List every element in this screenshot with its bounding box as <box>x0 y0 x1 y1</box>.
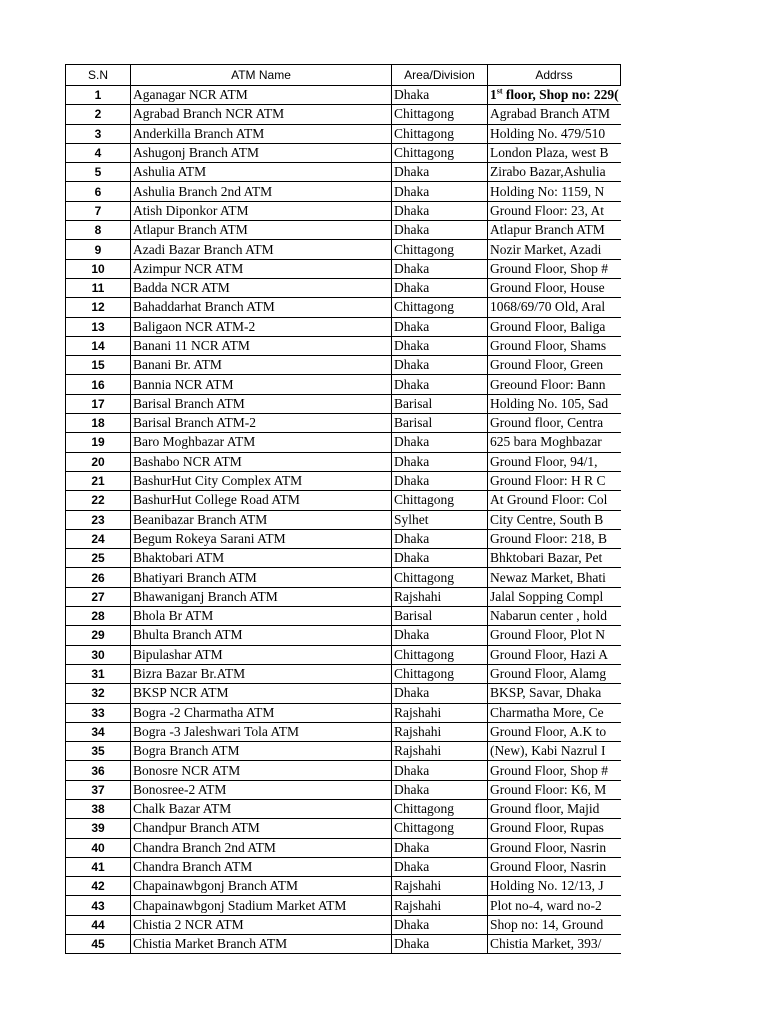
cell-address[interactable]: London Plaza, west B <box>488 143 621 162</box>
table-row <box>66 336 621 355</box>
cell-atm-name[interactable]: Chistia Market Branch ATM <box>131 935 392 954</box>
cell-sn[interactable]: 23 <box>66 510 131 529</box>
cell-atm-name[interactable]: Chapainawbgonj Stadium Market ATM <box>131 896 392 915</box>
cell-sn[interactable]: 19 <box>66 433 131 452</box>
table-row <box>66 124 621 143</box>
cell-sn[interactable]: 13 <box>66 317 131 336</box>
cell-address[interactable]: Ground Floor, Shams <box>488 336 621 355</box>
cell-area[interactable]: Dhaka <box>392 915 488 934</box>
cell-sn[interactable]: 31 <box>66 664 131 683</box>
cell-area[interactable]: Barisal <box>392 607 488 626</box>
address-prefix: 1 <box>490 87 497 103</box>
cell-atm-name[interactable]: Bogra Branch ATM <box>131 742 392 761</box>
table-row <box>66 529 621 548</box>
address-superscript: st <box>496 86 503 96</box>
cell-address[interactable]: Holding No. 105, Sad <box>488 394 621 413</box>
cell-area[interactable]: Dhaka <box>392 336 488 355</box>
cell-sn[interactable]: 25 <box>66 549 131 568</box>
cell-sn[interactable]: 8 <box>66 221 131 240</box>
table-row <box>66 896 621 915</box>
cell-area[interactable]: Dhaka <box>392 529 488 548</box>
cell-atm-name[interactable]: Badda NCR ATM <box>131 278 392 297</box>
cell-atm-name[interactable]: Bhawaniganj Branch ATM <box>131 587 392 606</box>
cell-area[interactable]: Dhaka <box>392 549 488 568</box>
table-row <box>66 259 621 278</box>
cell-atm-name[interactable]: Chalk Bazar ATM <box>131 799 392 818</box>
address-text: floor, Shop no: 229( <box>502 87 619 103</box>
cell-atm-name[interactable]: Ashulia Branch 2nd ATM <box>131 182 392 201</box>
cell-sn[interactable]: 26 <box>66 568 131 587</box>
cell-atm-name[interactable]: Bhola Br ATM <box>131 607 392 626</box>
cell-atm-name[interactable]: Barisal Branch ATM-2 <box>131 414 392 433</box>
cell-sn[interactable]: 18 <box>66 414 131 433</box>
cell-address[interactable]: Newaz Market, Bhati <box>488 568 621 587</box>
cell-address[interactable]: Greound Floor: Bann <box>488 375 621 394</box>
cell-atm-name[interactable]: Bannia NCR ATM <box>131 375 392 394</box>
header-area[interactable]: Area/Division <box>392 65 488 86</box>
cell-atm-name[interactable]: Begum Rokeya Sarani ATM <box>131 529 392 548</box>
table-row <box>66 607 621 626</box>
cell-sn[interactable]: 7 <box>66 201 131 220</box>
cell-address[interactable] <box>488 86 621 105</box>
table-row <box>66 587 621 606</box>
table-row <box>66 799 621 818</box>
cell-sn[interactable]: 5 <box>66 163 131 182</box>
cell-area[interactable]: Dhaka <box>392 433 488 452</box>
cell-area[interactable]: Chittagong <box>392 105 488 124</box>
cell-sn[interactable]: 24 <box>66 529 131 548</box>
cell-atm-name[interactable]: Bonosre NCR ATM <box>131 761 392 780</box>
table-row <box>66 819 621 838</box>
atm-table <box>65 64 621 954</box>
cell-area[interactable]: Dhaka <box>392 163 488 182</box>
cell-atm-name[interactable]: Bhatiyari Branch ATM <box>131 568 392 587</box>
header-atm-name[interactable]: ATM Name <box>131 65 392 86</box>
cell-atm-name[interactable]: Chandra Branch ATM <box>131 857 392 876</box>
cell-atm-name[interactable]: Chandpur Branch ATM <box>131 819 392 838</box>
cell-address[interactable]: Shop no: 14, Ground <box>488 915 621 934</box>
cell-address[interactable]: Ground Floor, Green <box>488 356 621 375</box>
cell-atm-name[interactable]: Bashabo NCR ATM <box>131 452 392 471</box>
cell-area[interactable]: Dhaka <box>392 684 488 703</box>
table-row <box>66 645 621 664</box>
cell-area[interactable]: Rajshahi <box>392 896 488 915</box>
cell-sn[interactable]: 29 <box>66 626 131 645</box>
cell-atm-name[interactable]: Atish Diponkor ATM <box>131 201 392 220</box>
cell-area[interactable]: Dhaka <box>392 626 488 645</box>
cell-sn[interactable]: 12 <box>66 298 131 317</box>
cell-sn[interactable]: 16 <box>66 375 131 394</box>
cell-atm-name[interactable]: Chandra Branch 2nd ATM <box>131 838 392 857</box>
cell-area[interactable]: Dhaka <box>392 761 488 780</box>
cell-atm-name[interactable]: Chistia 2 NCR ATM <box>131 915 392 934</box>
cell-area[interactable]: Rajshahi <box>392 587 488 606</box>
cell-atm-name[interactable]: Bahaddarhat Branch ATM <box>131 298 392 317</box>
cell-sn[interactable]: 30 <box>66 645 131 664</box>
cell-address[interactable]: Holding No. 12/13, J <box>488 877 621 896</box>
cell-area[interactable]: Chittagong <box>392 819 488 838</box>
table-row <box>66 414 621 433</box>
cell-sn[interactable]: 22 <box>66 491 131 510</box>
cell-sn[interactable]: 27 <box>66 587 131 606</box>
table-row <box>66 761 621 780</box>
cell-address[interactable]: Ground Floor: 23, At <box>488 201 621 220</box>
table-row <box>66 86 621 105</box>
cell-address[interactable]: Ground Floor, 94/1, <box>488 452 621 471</box>
cell-atm-name[interactable]: Bogra -2 Charmatha ATM <box>131 703 392 722</box>
table-row <box>66 471 621 490</box>
cell-address[interactable]: Ground Floor, A.K to <box>488 722 621 741</box>
cell-atm-name[interactable]: Baro Moghbazar ATM <box>131 433 392 452</box>
cell-sn[interactable]: 3 <box>66 124 131 143</box>
cell-area[interactable]: Barisal <box>392 414 488 433</box>
cell-atm-name[interactable]: Anderkilla Branch ATM <box>131 124 392 143</box>
header-address[interactable]: Addrss <box>488 65 621 86</box>
cell-sn[interactable]: 10 <box>66 259 131 278</box>
cell-sn[interactable]: 34 <box>66 722 131 741</box>
cell-address[interactable]: Zirabo Bazar,Ashulia <box>488 163 621 182</box>
cell-area[interactable]: Dhaka <box>392 182 488 201</box>
table-row <box>66 394 621 413</box>
cell-atm-name[interactable]: Atlapur Branch ATM <box>131 221 392 240</box>
cell-sn[interactable]: 6 <box>66 182 131 201</box>
cell-address[interactable]: Agrabad Branch ATM <box>488 105 621 124</box>
cell-sn[interactable]: 2 <box>66 105 131 124</box>
cell-area[interactable]: Dhaka <box>392 201 488 220</box>
cell-area[interactable]: Dhaka <box>392 278 488 297</box>
table-row <box>66 742 621 761</box>
cell-address[interactable]: Atlapur Branch ATM <box>488 221 621 240</box>
cell-atm-name[interactable]: Agrabad Branch NCR ATM <box>131 105 392 124</box>
cell-area[interactable]: Dhaka <box>392 780 488 799</box>
cell-address[interactable]: Nabarun center , hold <box>488 607 621 626</box>
cell-address[interactable]: 1068/69/70 Old, Aral <box>488 298 621 317</box>
cell-area[interactable]: Dhaka <box>392 452 488 471</box>
cell-address[interactable]: Holding No. 479/510 <box>488 124 621 143</box>
cell-area[interactable]: Chittagong <box>392 568 488 587</box>
cell-address[interactable]: Ground floor, Centra <box>488 414 621 433</box>
cell-atm-name[interactable]: Banani 11 NCR ATM <box>131 336 392 355</box>
cell-address[interactable]: Ground Floor, Alamg <box>488 664 621 683</box>
cell-address[interactable]: Bhktobari Bazar, Pet <box>488 549 621 568</box>
table-row <box>66 877 621 896</box>
cell-atm-name[interactable]: BashurHut City Complex ATM <box>131 471 392 490</box>
cell-sn[interactable]: 44 <box>66 915 131 934</box>
cell-address[interactable]: 625 bara Moghbazar <box>488 433 621 452</box>
cell-address[interactable]: Charmatha More, Ce <box>488 703 621 722</box>
table-row <box>66 163 621 182</box>
cell-area[interactable]: Chittagong <box>392 124 488 143</box>
table-row <box>66 684 621 703</box>
table-row <box>66 568 621 587</box>
cell-area[interactable]: Chittagong <box>392 664 488 683</box>
cell-address[interactable]: Plot no-4, ward no-2 <box>488 896 621 915</box>
cell-sn[interactable]: 45 <box>66 935 131 954</box>
table-row <box>66 626 621 645</box>
table-row <box>66 915 621 934</box>
cell-sn[interactable]: 28 <box>66 607 131 626</box>
cell-atm-name[interactable]: Chapainawbgonj Branch ATM <box>131 877 392 896</box>
cell-atm-name[interactable]: Ashulia ATM <box>131 163 392 182</box>
table-row <box>66 201 621 220</box>
table-row <box>66 838 621 857</box>
cell-address[interactable]: Ground Floor: 218, B <box>488 529 621 548</box>
table-row <box>66 317 621 336</box>
table-row <box>66 182 621 201</box>
cell-area[interactable]: Rajshahi <box>392 703 488 722</box>
table-row <box>66 510 621 529</box>
header-row <box>66 65 621 86</box>
table-row <box>66 143 621 162</box>
cell-area[interactable]: Dhaka <box>392 356 488 375</box>
table-row <box>66 278 621 297</box>
cell-atm-name[interactable]: Bhaktobari ATM <box>131 549 392 568</box>
table-row <box>66 298 621 317</box>
cell-address[interactable]: Ground Floor, House <box>488 278 621 297</box>
cell-address[interactable]: Ground Floor, Shop # <box>488 259 621 278</box>
cell-atm-name[interactable]: Ashugonj Branch ATM <box>131 143 392 162</box>
cell-sn[interactable]: 4 <box>66 143 131 162</box>
cell-area[interactable]: Dhaka <box>392 838 488 857</box>
cell-area[interactable]: Dhaka <box>392 86 488 105</box>
cell-atm-name[interactable]: Azadi Bazar Branch ATM <box>131 240 392 259</box>
cell-area[interactable]: Rajshahi <box>392 742 488 761</box>
table-row <box>66 491 621 510</box>
cell-address[interactable]: Holding No: 1159, N <box>488 182 621 201</box>
cell-sn[interactable]: 21 <box>66 471 131 490</box>
cell-sn[interactable]: 36 <box>66 761 131 780</box>
table-row <box>66 722 621 741</box>
cell-area[interactable]: Chittagong <box>392 491 488 510</box>
cell-address[interactable]: City Centre, South B <box>488 510 621 529</box>
cell-sn[interactable]: 40 <box>66 838 131 857</box>
cell-atm-name[interactable]: BKSP NCR ATM <box>131 684 392 703</box>
cell-sn[interactable]: 32 <box>66 684 131 703</box>
cell-atm-name[interactable]: Bipulashar ATM <box>131 645 392 664</box>
cell-sn[interactable]: 17 <box>66 394 131 413</box>
cell-atm-name[interactable]: Baligaon NCR ATM-2 <box>131 317 392 336</box>
table-row <box>66 105 621 124</box>
cell-sn[interactable]: 42 <box>66 877 131 896</box>
table-row <box>66 452 621 471</box>
cell-area[interactable]: Dhaka <box>392 857 488 876</box>
table-row <box>66 375 621 394</box>
cell-address[interactable]: Ground Floor: K6, M <box>488 780 621 799</box>
cell-sn[interactable]: 35 <box>66 742 131 761</box>
cell-address[interactable]: Chistia Market, 393/ <box>488 935 621 954</box>
cell-sn[interactable]: 14 <box>66 336 131 355</box>
cell-area[interactable]: Sylhet <box>392 510 488 529</box>
cell-atm-name[interactable]: Beanibazar Branch ATM <box>131 510 392 529</box>
table-row <box>66 664 621 683</box>
cell-atm-name[interactable]: Barisal Branch ATM <box>131 394 392 413</box>
cell-address[interactable]: Ground Floor, Baliga <box>488 317 621 336</box>
cell-sn[interactable]: 43 <box>66 896 131 915</box>
table-row <box>66 703 621 722</box>
cell-area[interactable]: Chittagong <box>392 298 488 317</box>
table-row <box>66 549 621 568</box>
cell-atm-name[interactable]: Banani Br. ATM <box>131 356 392 375</box>
cell-sn[interactable]: 9 <box>66 240 131 259</box>
cell-atm-name[interactable]: Bonosree-2 ATM <box>131 780 392 799</box>
table-row <box>66 935 621 954</box>
cell-address[interactable]: Ground Floor, Rupas <box>488 819 621 838</box>
cell-address[interactable]: At Ground Floor: Col <box>488 491 621 510</box>
cell-sn[interactable]: 15 <box>66 356 131 375</box>
cell-address[interactable]: Ground Floor, Shop # <box>488 761 621 780</box>
cell-area[interactable]: Chittagong <box>392 799 488 818</box>
cell-atm-name[interactable]: Bogra -3 Jaleshwari Tola ATM <box>131 722 392 741</box>
table-row <box>66 780 621 799</box>
cell-atm-name[interactable]: BashurHut College Road ATM <box>131 491 392 510</box>
cell-sn[interactable]: 38 <box>66 799 131 818</box>
table-row <box>66 356 621 375</box>
cell-address[interactable]: (New), Kabi Nazrul I <box>488 742 621 761</box>
cell-atm-name[interactable]: Bizra Bazar Br.ATM <box>131 664 392 683</box>
cell-area[interactable]: Chittagong <box>392 240 488 259</box>
cell-area[interactable]: Rajshahi <box>392 722 488 741</box>
cell-sn[interactable]: 39 <box>66 819 131 838</box>
table-row <box>66 221 621 240</box>
cell-area[interactable]: Dhaka <box>392 317 488 336</box>
cell-sn[interactable]: 1 <box>66 86 131 105</box>
cell-area[interactable]: Chittagong <box>392 645 488 664</box>
cell-atm-name[interactable]: Aganagar NCR ATM <box>131 86 392 105</box>
cell-area[interactable]: Dhaka <box>392 935 488 954</box>
cell-address[interactable]: Ground Floor, Hazi A <box>488 645 621 664</box>
cell-address[interactable]: Ground Floor: H R C <box>488 471 621 490</box>
table-row <box>66 433 621 452</box>
cell-area[interactable]: Dhaka <box>392 471 488 490</box>
cell-area[interactable]: Chittagong <box>392 143 488 162</box>
cell-address[interactable]: Ground Floor, Plot N <box>488 626 621 645</box>
cell-area[interactable]: Dhaka <box>392 221 488 240</box>
cell-sn[interactable]: 20 <box>66 452 131 471</box>
cell-address[interactable]: Ground Floor, Nasrin <box>488 857 621 876</box>
table-row <box>66 857 621 876</box>
cell-sn[interactable]: 41 <box>66 857 131 876</box>
cell-area[interactable]: Rajshahi <box>392 877 488 896</box>
cell-atm-name[interactable]: Bhulta Branch ATM <box>131 626 392 645</box>
cell-address[interactable]: Ground Floor, Nasrin <box>488 838 621 857</box>
cell-address[interactable]: Nozir Market, Azadi <box>488 240 621 259</box>
header-sn[interactable]: S.N <box>66 65 131 86</box>
table-row <box>66 240 621 259</box>
cell-area[interactable]: Dhaka <box>392 259 488 278</box>
cell-address[interactable]: Ground floor, Majid <box>488 799 621 818</box>
cell-sn[interactable]: 11 <box>66 278 131 297</box>
cell-address[interactable]: Jalal Sopping Compl <box>488 587 621 606</box>
cell-sn[interactable]: 37 <box>66 780 131 799</box>
cell-sn[interactable]: 33 <box>66 703 131 722</box>
cell-area[interactable]: Barisal <box>392 394 488 413</box>
cell-address[interactable]: BKSP, Savar, Dhaka <box>488 684 621 703</box>
cell-atm-name[interactable]: Azimpur NCR ATM <box>131 259 392 278</box>
cell-area[interactable]: Dhaka <box>392 375 488 394</box>
